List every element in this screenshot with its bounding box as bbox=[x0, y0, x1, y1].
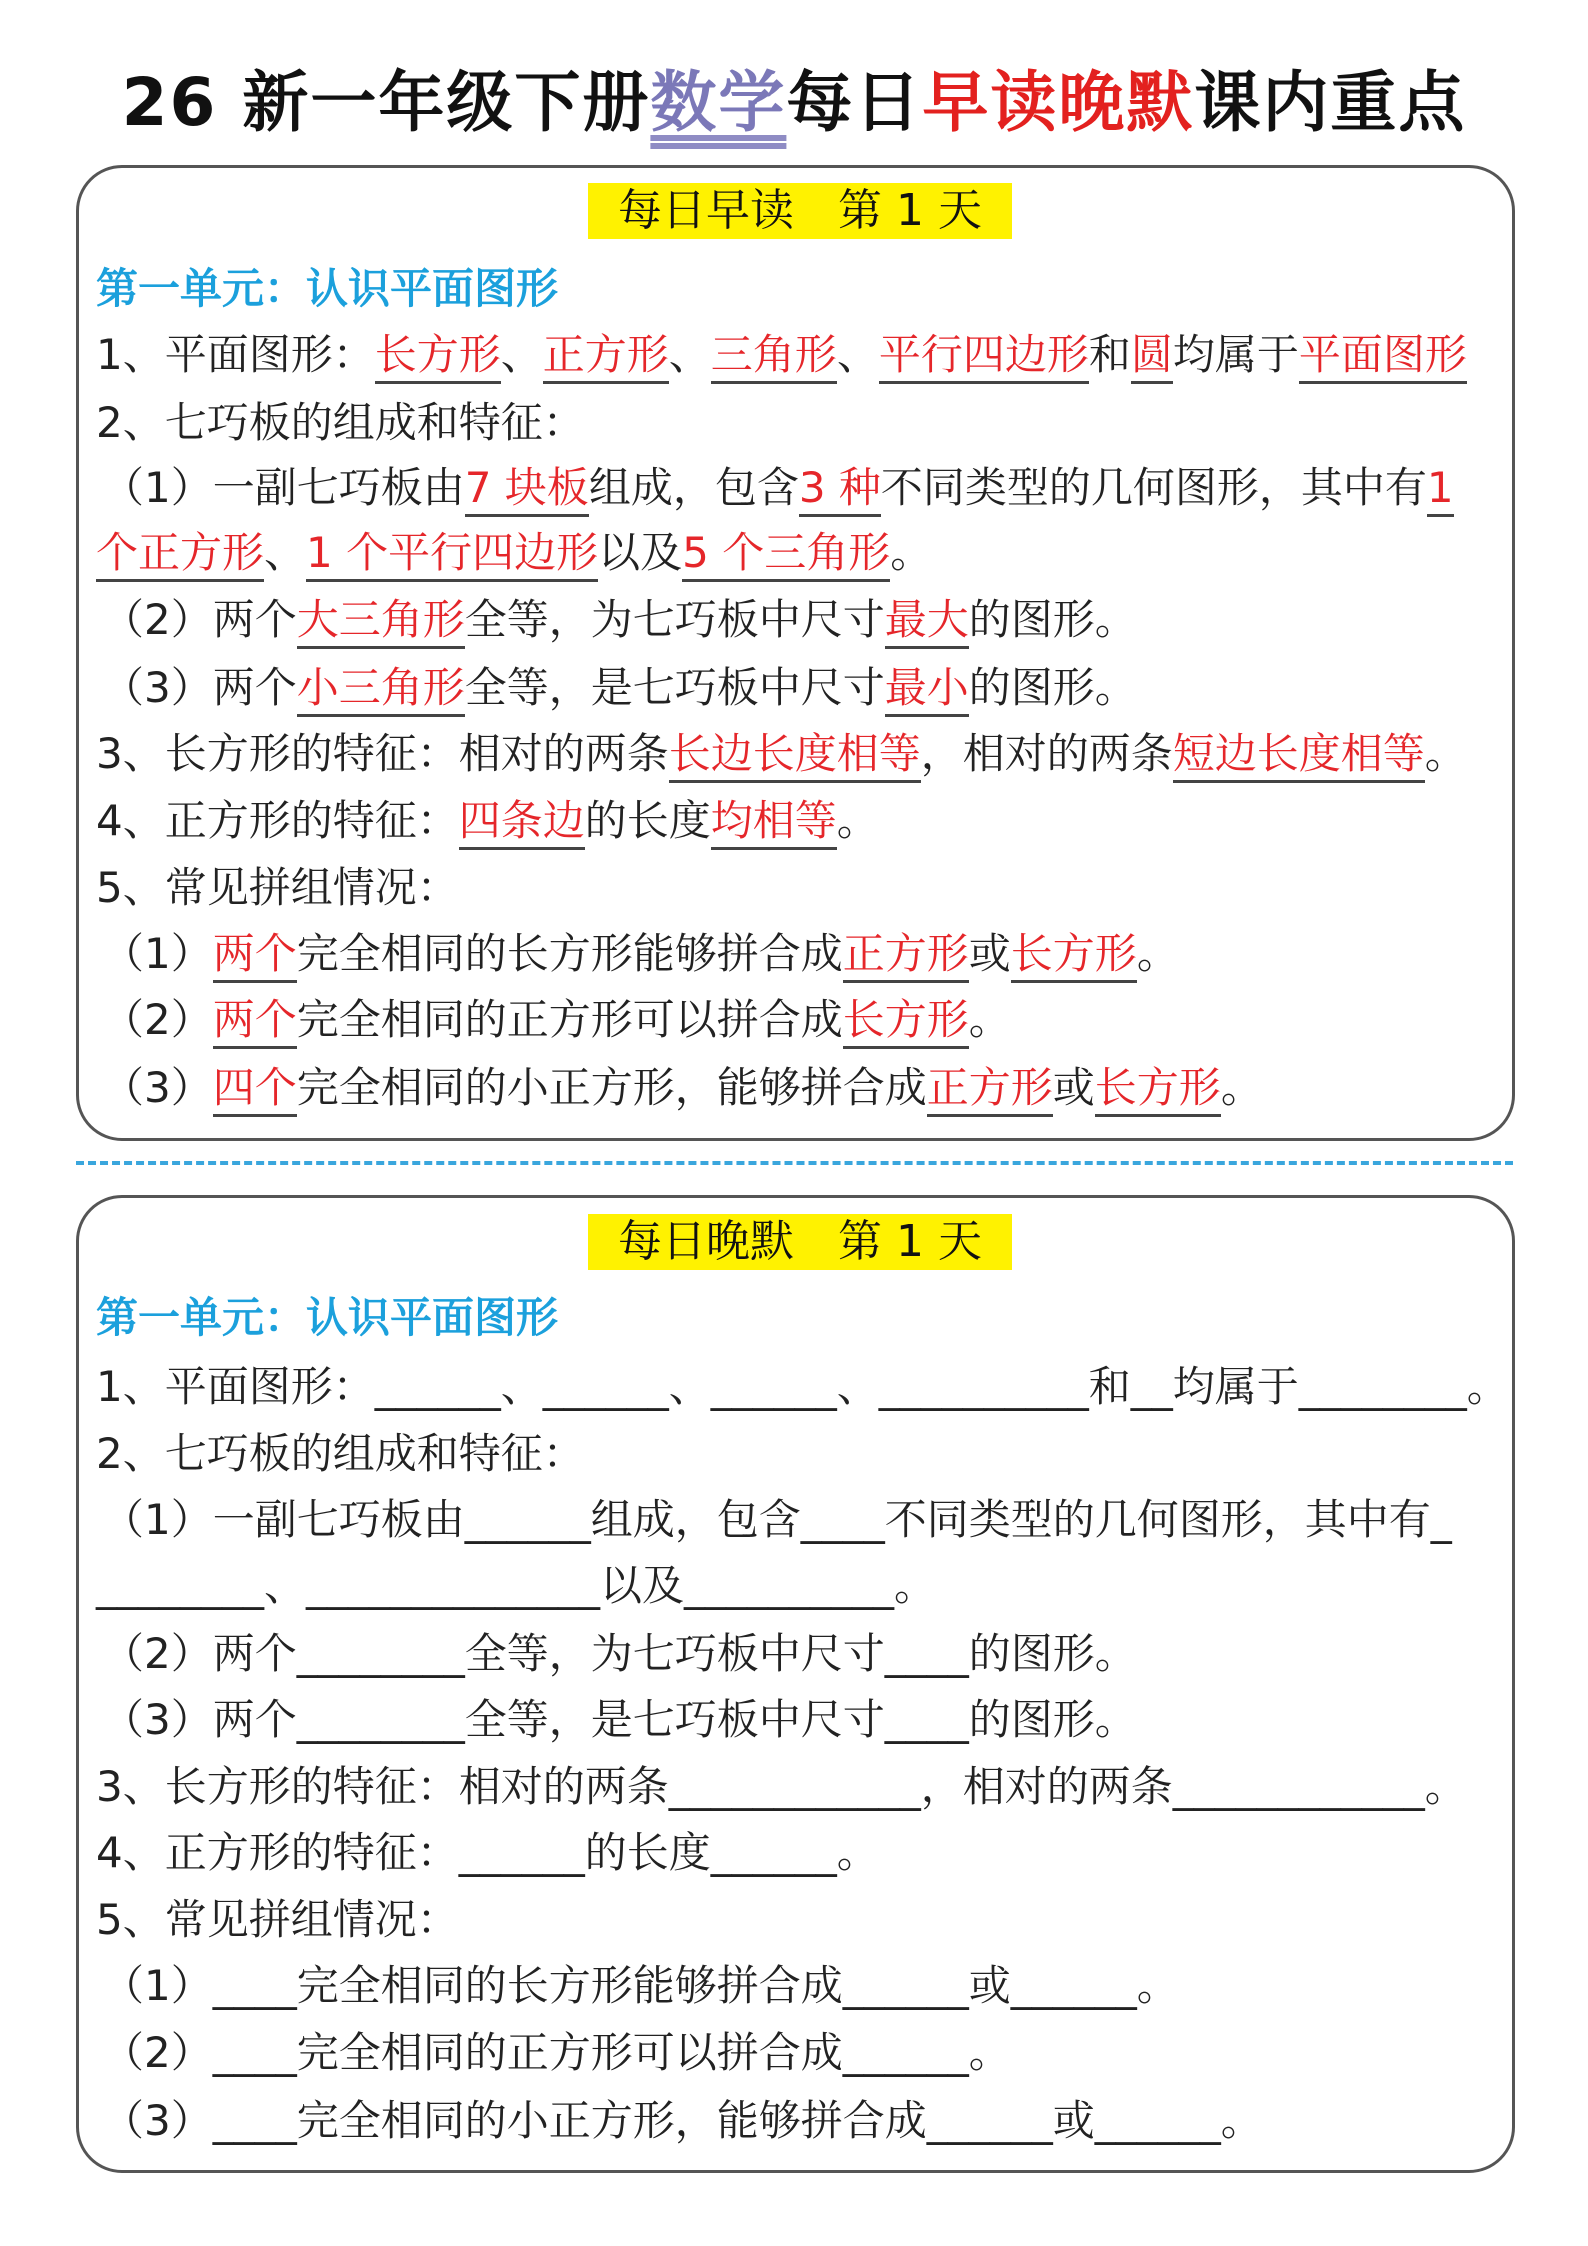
line-text: 的图形。 bbox=[968, 595, 1137, 644]
title-part1: 26 新一年级下册 bbox=[121, 64, 651, 141]
line-text: （2）两个 bbox=[102, 595, 297, 644]
morning-line bbox=[96, 520, 932, 586]
evening-fill-blank-line: （3）两个________全等，是七巧板中尺寸____的图形。 bbox=[102, 1695, 1137, 1744]
answer-text: 四条边 bbox=[459, 796, 585, 850]
answer-text: 圆 bbox=[1131, 330, 1173, 384]
title-highlight: 早读晚默 bbox=[922, 64, 1195, 141]
line-text: （1）一副七巧板由 bbox=[102, 463, 465, 512]
morning-line bbox=[96, 788, 879, 854]
line-text: （3）两个 bbox=[102, 663, 297, 712]
answer-text: 长边长度相等 bbox=[669, 729, 921, 783]
line-text: 的图形。 bbox=[968, 663, 1137, 712]
page-title bbox=[0, 62, 1588, 144]
line-text: 、 bbox=[668, 330, 711, 379]
title-part2: 每日 bbox=[786, 64, 923, 141]
line-text: 和 bbox=[1088, 330, 1131, 379]
answer-text: 两个 bbox=[213, 995, 297, 1049]
section-divider bbox=[76, 1161, 1513, 1165]
answer-text: 最小 bbox=[885, 663, 969, 717]
title-part3: 课内重点 bbox=[1194, 64, 1467, 141]
answer-text: 长方形 bbox=[1095, 1063, 1221, 1117]
line-text: 、 bbox=[836, 330, 879, 379]
answer-text: 平行四边形 bbox=[879, 330, 1089, 384]
answer-text: 大三角形 bbox=[297, 595, 465, 649]
line-text: 完全相同的小正方形，能够拼合成 bbox=[296, 1063, 927, 1112]
morning-header: 每日早读 第 1 天 bbox=[588, 183, 1012, 239]
morning-line bbox=[96, 390, 585, 456]
answer-text: 两个 bbox=[213, 929, 297, 983]
evening-fill-blank-line: 5、常见拼组情况： bbox=[96, 1895, 459, 1944]
line-text: （2） bbox=[102, 995, 213, 1044]
morning-unit-title: 第一单元：认识平面图形 bbox=[96, 264, 559, 313]
line-text: 不同类型的几何图形，其中有 bbox=[880, 463, 1427, 512]
line-text: 。 bbox=[836, 796, 879, 845]
answer-text: 7 块板 bbox=[465, 463, 589, 517]
evening-unit-title: 第一单元：认识平面图形 bbox=[96, 1293, 559, 1342]
morning-line bbox=[102, 1055, 1263, 1121]
line-text: 。 bbox=[1136, 929, 1179, 978]
line-text: （1） bbox=[102, 929, 213, 978]
line-text: 完全相同的长方形能够拼合成 bbox=[296, 929, 843, 978]
line-text: 以及 bbox=[598, 528, 683, 577]
line-text: 或 bbox=[968, 929, 1011, 978]
morning-line bbox=[102, 987, 1011, 1053]
morning-line bbox=[96, 855, 459, 921]
morning-line bbox=[96, 322, 1467, 388]
evening-fill-blank-line: （2）____完全相同的正方形可以拼合成______。 bbox=[102, 2028, 1011, 2077]
evening-fill-blank-line: 4、正方形的特征：______的长度______。 bbox=[96, 1828, 879, 1877]
line-text: 。 bbox=[968, 995, 1011, 1044]
line-text: 、 bbox=[264, 528, 307, 577]
answer-text: 四个 bbox=[213, 1063, 297, 1117]
line-text: 、 bbox=[500, 330, 543, 379]
answer-text: 1 个平行四边形 bbox=[306, 528, 598, 582]
answer-text: 正方形 bbox=[927, 1063, 1053, 1117]
evening-fill-blank-line: 2、七巧板的组成和特征： bbox=[96, 1429, 585, 1478]
morning-line bbox=[102, 587, 1137, 653]
answer-text: 1 bbox=[1427, 463, 1454, 517]
line-text: 4、正方形的特征： bbox=[96, 796, 459, 845]
line-text: 的长度 bbox=[584, 796, 711, 845]
line-text: （3） bbox=[102, 1063, 213, 1112]
evening-fill-blank-line: （1）____完全相同的长方形能够拼合成______或______。 bbox=[102, 1961, 1179, 2010]
line-text: 或 bbox=[1052, 1063, 1095, 1112]
line-text: 均属于 bbox=[1172, 330, 1299, 379]
answer-text: 正方形 bbox=[543, 330, 669, 384]
line-text: 1、平面图形： bbox=[96, 330, 375, 379]
morning-line bbox=[102, 455, 1454, 521]
morning-line bbox=[102, 921, 1179, 987]
answer-text: 正方形 bbox=[843, 929, 969, 983]
line-text: 。 bbox=[1220, 1063, 1263, 1112]
line-text: 5、常见拼组情况： bbox=[96, 863, 459, 912]
answer-text: 长方形 bbox=[375, 330, 501, 384]
answer-text: 小三角形 bbox=[297, 663, 465, 717]
line-text: 。 bbox=[1424, 729, 1467, 778]
answer-text: 平面图形 bbox=[1299, 330, 1467, 384]
answer-text: 短边长度相等 bbox=[1173, 729, 1425, 783]
answer-text: 长方形 bbox=[843, 995, 969, 1049]
answer-text: 均相等 bbox=[711, 796, 837, 850]
line-text: 完全相同的正方形可以拼合成 bbox=[296, 995, 843, 1044]
morning-line bbox=[96, 721, 1467, 787]
answer-text: 长方形 bbox=[1011, 929, 1137, 983]
evening-fill-blank-line: （2）两个________全等，为七巧板中尺寸____的图形。 bbox=[102, 1629, 1137, 1678]
line-text: 组成，包含 bbox=[588, 463, 799, 512]
answer-text: 个正方形 bbox=[96, 528, 264, 582]
answer-text: 5 个三角形 bbox=[682, 528, 890, 582]
evening-fill-blank-line: ________、______________以及__________。 bbox=[96, 1561, 937, 1610]
title-subject: 数学 bbox=[650, 64, 787, 141]
evening-fill-blank-line: （3）____完全相同的小正方形，能够拼合成______或______。 bbox=[102, 2096, 1263, 2145]
evening-fill-blank-line: （1）一副七巧板由______组成，包含____不同类型的几何图形，其中有_ bbox=[102, 1495, 1452, 1544]
line-text: 全等，是七巧板中尺寸 bbox=[464, 663, 885, 712]
line-text: 。 bbox=[890, 528, 933, 577]
evening-header: 每日晚默 第 1 天 bbox=[588, 1214, 1012, 1270]
line-text: 全等，为七巧板中尺寸 bbox=[464, 595, 885, 644]
line-text: 2、七巧板的组成和特征： bbox=[96, 398, 585, 447]
evening-fill-blank-line: 3、长方形的特征：相对的两条____________，相对的两条____________。 bbox=[96, 1762, 1467, 1811]
evening-fill-blank-line: 1、平面图形：______、______、______、__________和__均属于________。 bbox=[96, 1362, 1509, 1411]
line-text: 3、长方形的特征：相对的两条 bbox=[96, 729, 669, 778]
morning-line bbox=[102, 655, 1137, 721]
answer-text: 最大 bbox=[885, 595, 969, 649]
line-text: ，相对的两条 bbox=[920, 729, 1173, 778]
answer-text: 3 种 bbox=[799, 463, 881, 517]
answer-text: 三角形 bbox=[711, 330, 837, 384]
